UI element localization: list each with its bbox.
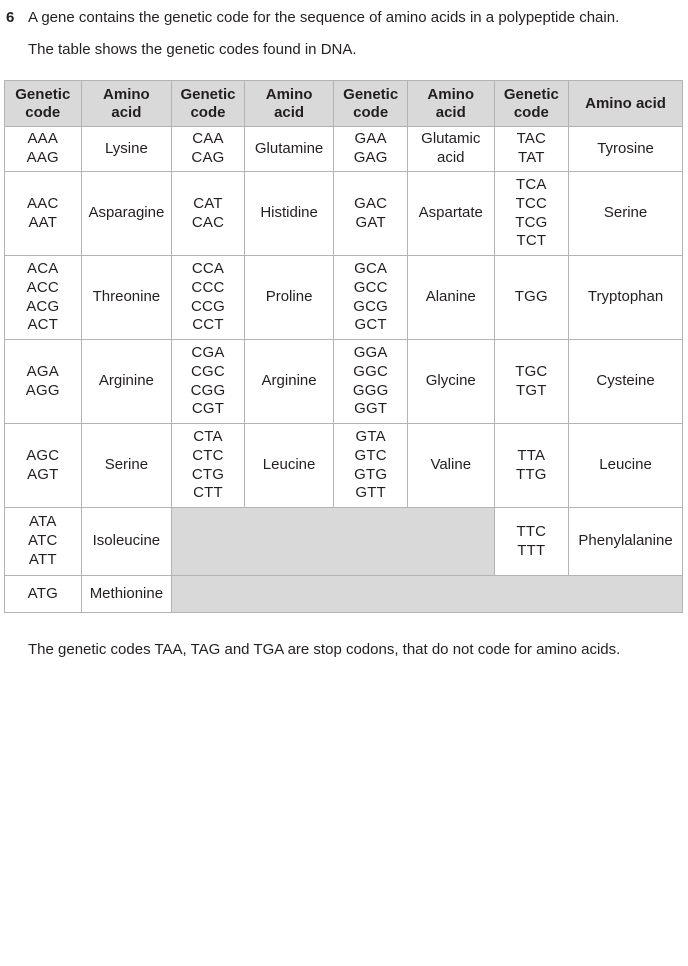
table-row — [5, 172, 683, 256]
amino-acid-cell: Asparagine — [81, 172, 172, 256]
amino-acid-cell: Leucine — [569, 424, 683, 508]
question-text: A gene contains the genetic code for the sequence of amino acids in a polypeptide chain. — [28, 9, 620, 26]
genetic-code-cell: CAT CAC — [172, 172, 245, 256]
table-row — [5, 340, 683, 424]
genetic-code-cell: TCA TCC TCG TCT — [494, 172, 569, 256]
header-amino-acid-3: Amino acid — [407, 81, 494, 127]
genetic-code-cell: GAC GAT — [334, 172, 408, 256]
question-intro: The table shows the genetic codes found in DNA. — [28, 41, 357, 58]
header-amino-acid-4: Amino acid — [569, 81, 683, 127]
amino-acid-cell: Cysteine — [569, 340, 683, 424]
genetic-code-cell: GTA GTC GTG GTT — [334, 424, 408, 508]
header-amino-acid-2: Amino acid — [244, 81, 334, 127]
empty-grey-cell — [172, 508, 494, 576]
genetic-code-cell: CCA CCC CCG CCT — [172, 256, 245, 340]
genetic-code-cell: AAA AAG — [5, 127, 82, 172]
table-row — [5, 576, 683, 613]
genetic-code-cell: TAC TAT — [494, 127, 569, 172]
genetic-code-cell: TGG — [494, 256, 569, 340]
genetic-code-cell: CTA CTC CTG CTT — [172, 424, 245, 508]
amino-acid-cell: Phenylalanine — [569, 508, 683, 576]
question-number: 6 — [6, 9, 15, 26]
amino-acid-cell: Aspartate — [407, 172, 494, 256]
amino-acid-cell: Arginine — [81, 340, 172, 424]
genetic-code-cell: ATA ATC ATT — [5, 508, 82, 576]
genetic-code-cell: ATG — [5, 576, 82, 613]
genetic-code-cell: GCA GCC GCG GCT — [334, 256, 408, 340]
amino-acid-cell: Glutamine — [244, 127, 334, 172]
amino-acid-cell: Tryptophan — [569, 256, 683, 340]
amino-acid-cell: Isoleucine — [81, 508, 172, 576]
genetic-code-cell: TTC TTT — [494, 508, 569, 576]
genetic-code-cell: TGC TGT — [494, 340, 569, 424]
table-row — [5, 256, 683, 340]
table-row — [5, 424, 683, 508]
header-genetic-code-4: Genetic code — [494, 81, 569, 127]
stop-codon-footnote: The genetic codes TAA, TAG and TGA are stop codons, that do not code for amino acids. — [28, 641, 621, 658]
genetic-code-cell: AGC AGT — [5, 424, 82, 508]
genetic-code-cell: CGA CGC CGG CGT — [172, 340, 245, 424]
amino-acid-cell: Valine — [407, 424, 494, 508]
amino-acid-cell: Tyrosine — [569, 127, 683, 172]
header-genetic-code-1: Genetic code — [5, 81, 82, 127]
table-header-row — [5, 81, 683, 127]
amino-acid-cell: Lysine — [81, 127, 172, 172]
amino-acid-cell: Serine — [81, 424, 172, 508]
amino-acid-cell: Serine — [569, 172, 683, 256]
amino-acid-cell: Methionine — [81, 576, 172, 613]
genetic-code-cell: AAC AAT — [5, 172, 82, 256]
genetic-code-cell: CAA CAG — [172, 127, 245, 172]
amino-acid-cell: Alanine — [407, 256, 494, 340]
amino-acid-cell: Threonine — [81, 256, 172, 340]
table-row — [5, 127, 683, 172]
empty-grey-cell — [172, 576, 683, 613]
amino-acid-cell: Histidine — [244, 172, 334, 256]
genetic-code-cell: GAA GAG — [334, 127, 408, 172]
genetic-code-cell: GGA GGC GGG GGT — [334, 340, 408, 424]
header-amino-acid-1: Amino acid — [81, 81, 172, 127]
amino-acid-cell: Arginine — [244, 340, 334, 424]
amino-acid-cell: Glycine — [407, 340, 494, 424]
amino-acid-cell: Glutamic acid — [407, 127, 494, 172]
header-genetic-code-2: Genetic code — [172, 81, 245, 127]
amino-acid-cell: Leucine — [244, 424, 334, 508]
genetic-code-table — [4, 80, 683, 613]
genetic-code-cell: TTA TTG — [494, 424, 569, 508]
amino-acid-cell: Proline — [244, 256, 334, 340]
genetic-code-cell: ACA ACC ACG ACT — [5, 256, 82, 340]
genetic-code-cell: AGA AGG — [5, 340, 82, 424]
table-row — [5, 508, 683, 576]
header-genetic-code-3: Genetic code — [334, 81, 408, 127]
